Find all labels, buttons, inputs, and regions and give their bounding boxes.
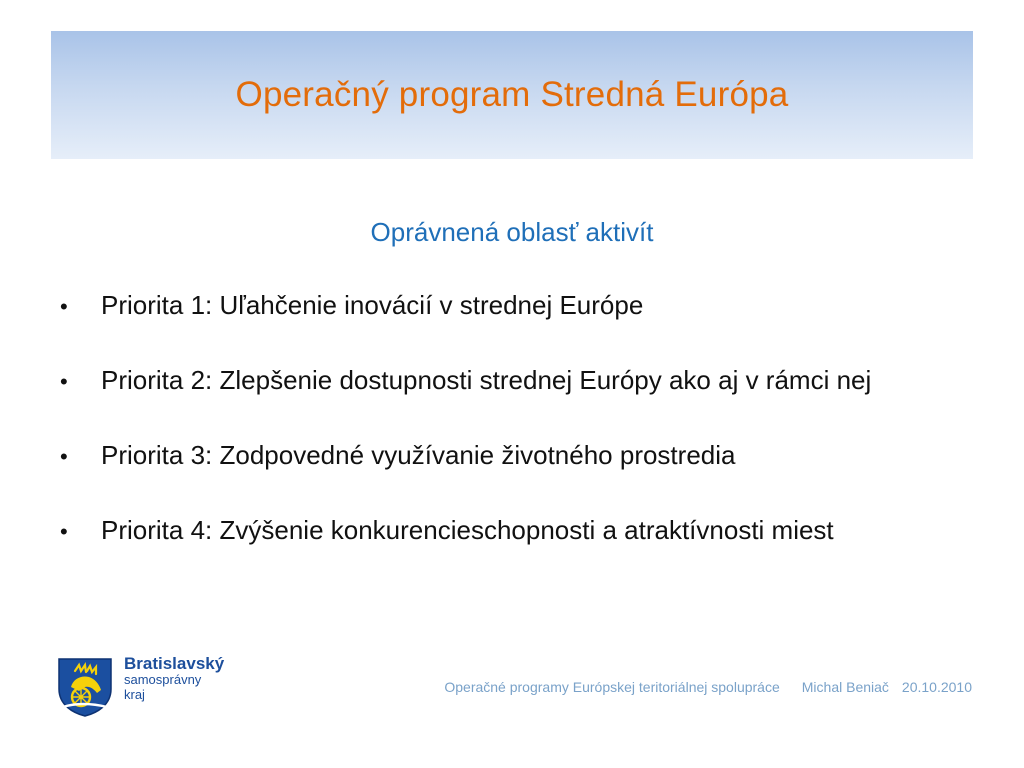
footer-date: 20.10.2010 — [901, 679, 972, 695]
bullet-icon: • — [60, 294, 68, 319]
bullet-item — [60, 515, 1000, 590]
bullet-text: Priorita 4: Zvýšenie konkurencieschopnosti a atraktívnosti miest — [101, 515, 834, 545]
slide-footer — [444, 679, 972, 695]
bullet-list — [60, 290, 1000, 590]
crest-deer-icon — [57, 657, 113, 717]
region-logo — [57, 654, 257, 721]
logo-line-3: kraj — [124, 687, 145, 702]
logo-line-2: samosprávny — [124, 672, 202, 687]
bullet-icon: • — [60, 519, 68, 544]
logo-text — [124, 655, 224, 702]
bullet-icon: • — [60, 369, 68, 394]
bullet-text: Priorita 1: Uľahčenie inovácií v strednej Európe — [101, 290, 644, 320]
bullet-text: Priorita 3: Zodpovedné využívanie životného prostredia — [101, 440, 736, 470]
bullet-item — [60, 440, 1000, 515]
logo-line-1: Bratislavský — [124, 654, 225, 673]
bullet-icon: • — [60, 444, 68, 469]
title-band — [51, 31, 973, 159]
footer-author: Michal Beniač — [801, 679, 889, 695]
bullet-item — [60, 365, 1000, 440]
bullet-text: Priorita 2: Zlepšenie dostupnosti strednej Európy ako aj v rámci nej — [101, 365, 872, 395]
slide-title: Operačný program Stredná Európa — [235, 75, 789, 114]
bullet-item — [60, 290, 1000, 365]
footer-presentation-title: Operačné programy Európskej teritoriálnej spolupráce — [444, 679, 780, 695]
slide-subtitle: Oprávnená oblasť aktivít — [370, 217, 654, 247]
